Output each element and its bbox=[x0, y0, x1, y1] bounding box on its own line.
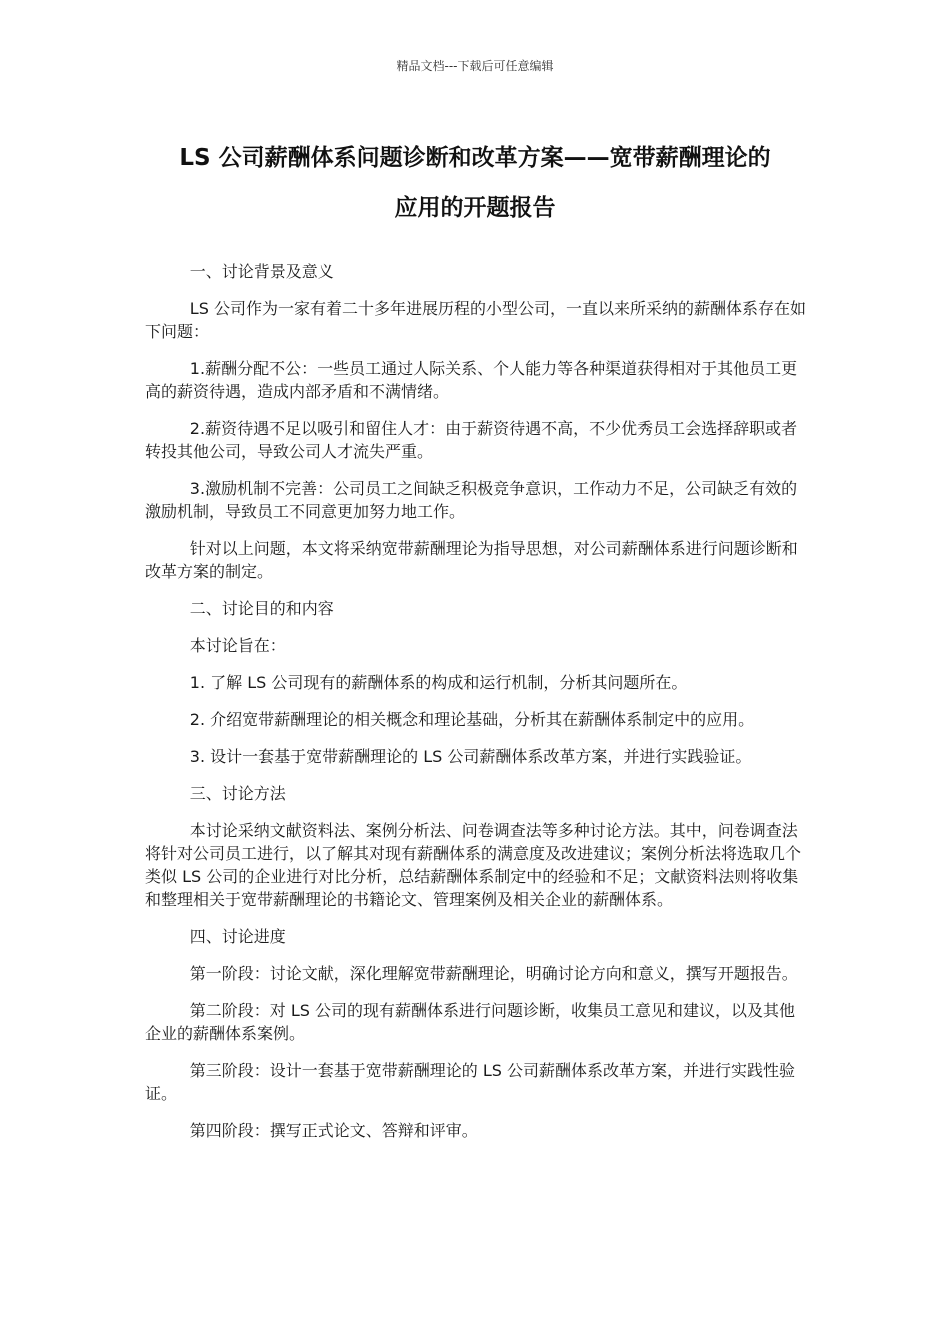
title-line-2: 应用的开题报告 bbox=[394, 195, 556, 221]
header-note: 精品文档---下载后可任意编辑 bbox=[396, 59, 554, 73]
paragraph-method: 本讨论采纳文献资料法、案例分析法、问卷调查法等多种讨论方法。其中，问卷调查法将针对公司员工进行，以了解其对现有薪酬体系的满意度及改进建议；案例分析法将选取几个类似 LS 公司的企业进行对比分析，总结薪酬体系制定中的经验和不足；文献资料法则将收集和整理相关于宽带薪酬理论的书籍论文、管理案例及相关企业的薪酬体系。 bbox=[145, 821, 802, 909]
section-heading-schedule: 四、讨论进度 bbox=[189, 927, 286, 946]
paragraph-intro: LS 公司作为一家有着二十多年进展历程的小型公司，一直以来所采纳的薪酬体系存在如下问题： bbox=[145, 299, 806, 341]
paragraph-stage-1: 第一阶段：讨论文献，深化理解宽带薪酬理论，明确讨论方向和意义，撰写开题报告。 bbox=[189, 964, 798, 983]
paragraph-stage-3: 第三阶段：设计一套基于宽带薪酬理论的 LS 公司薪酬体系改革方案，并进行实践性验证。 bbox=[145, 1061, 796, 1103]
section-heading-background: 一、讨论背景及意义 bbox=[189, 262, 334, 281]
paragraph-stage-4: 第四阶段：撰写正式论文、答辩和评审。 bbox=[189, 1121, 478, 1140]
paragraph-purpose-1: 1. 了解 LS 公司现有的薪酬体系的构成和运行机制，分析其问题所在。 bbox=[189, 673, 688, 692]
paragraph-problem-3: 3.激励机制不完善：公司员工之间缺乏积极竞争意识，工作动力不足，公司缺乏有效的激励机制，导致员工不同意更加努力地工作。 bbox=[145, 479, 798, 521]
document-body bbox=[145, 260, 810, 1156]
section-heading-method: 三、讨论方法 bbox=[189, 784, 286, 803]
paragraph-problem-1: 1.薪酬分配不公：一些员工通过人际关系、个人能力等各种渠道获得相对于其他员工更高的薪资待遇，造成内部矛盾和不满情绪。 bbox=[145, 359, 798, 401]
paragraph-purpose-3: 3. 设计一套基于宽带薪酬理论的 LS 公司薪酬体系改革方案，并进行实践验证。 bbox=[189, 747, 752, 766]
title-line-1: LS 公司薪酬体系问题诊断和改革方案——宽带薪酬理论的 bbox=[179, 145, 771, 171]
paragraph-conclusion: 针对以上问题，本文将采纳宽带薪酬理论为指导思想，对公司薪酬体系进行问题诊断和改革方案的制定。 bbox=[145, 539, 798, 581]
document-title bbox=[145, 133, 805, 233]
paragraph-purpose-2: 2. 介绍宽带薪酬理论的相关概念和理论基础，分析其在薪酬体系制定中的应用。 bbox=[189, 710, 755, 729]
section-heading-purpose: 二、讨论目的和内容 bbox=[189, 599, 334, 618]
paragraph-purpose-intro: 本讨论旨在： bbox=[189, 636, 286, 655]
paragraph-stage-2: 第二阶段：对 LS 公司的现有薪酬体系进行问题诊断，收集员工意见和建议，以及其他企业的薪酬体系案例。 bbox=[145, 1001, 796, 1043]
paragraph-problem-2: 2.薪资待遇不足以吸引和留住人才：由于薪资待遇不高，不少优秀员工会选择辞职或者转投其他公司，导致公司人才流失严重。 bbox=[145, 419, 798, 461]
